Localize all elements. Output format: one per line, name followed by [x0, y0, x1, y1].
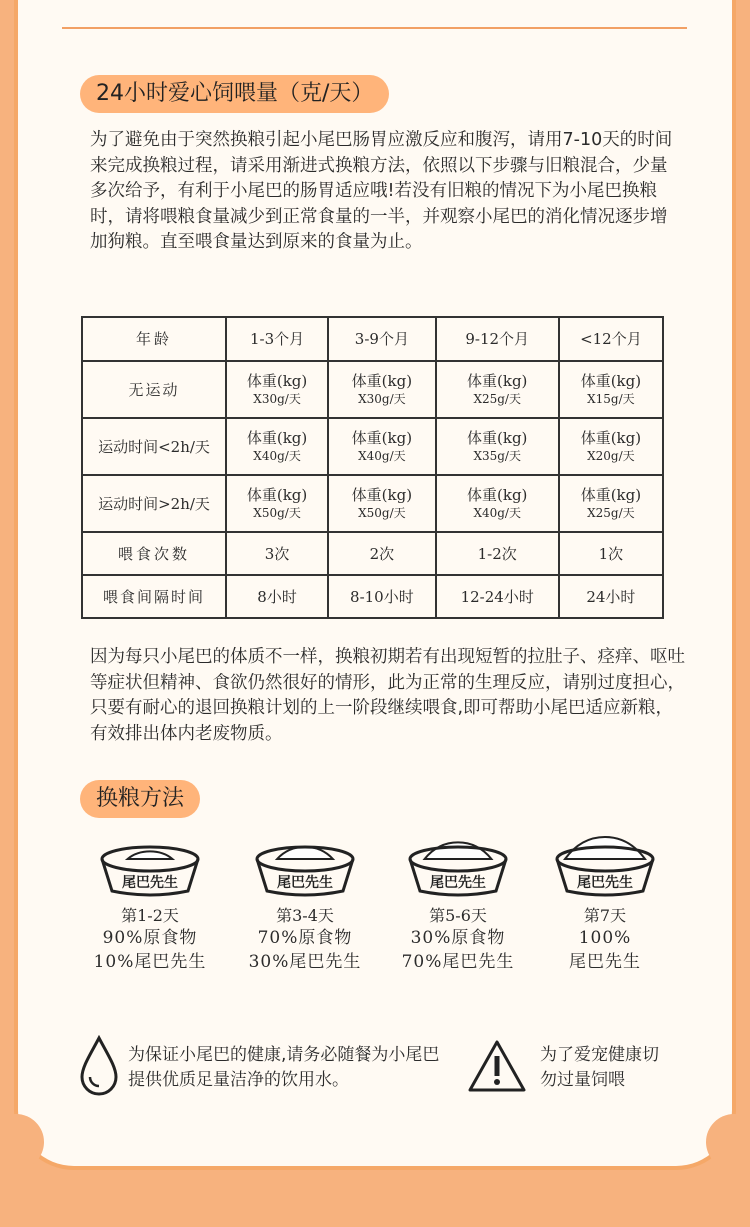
row-label: 喂食次数: [82, 532, 226, 575]
table-cell: 8小时: [226, 575, 328, 618]
stage-line2: 70%尾巴先生: [401, 952, 515, 972]
table-cell: 体重(kg) X50g/天: [226, 475, 328, 532]
stage-line2: 尾巴先生: [569, 952, 641, 972]
table-row: [82, 532, 663, 575]
table-cell: 体重(kg) X40g/天: [436, 475, 559, 532]
table-cell: 体重(kg) X30g/天: [226, 361, 328, 418]
table-cell: 8-10小时: [328, 575, 436, 618]
stage-line1: 90%原食物: [102, 928, 198, 948]
stage-item: [80, 835, 220, 974]
table-row: [82, 575, 663, 618]
bowl-logo: 尾巴先生: [430, 875, 486, 891]
food-bowl-icon: [249, 835, 361, 897]
stage-days: 第5-6天: [429, 906, 487, 925]
water-tip: 为保证小尾巴的健康,请务必随餐为小尾巴提供优质足量洁净的饮用水。: [128, 1045, 440, 1090]
water-drop-icon: [78, 1035, 120, 1097]
table-header-cell: <12个月: [559, 317, 663, 361]
table-cell: 体重(kg) X15g/天: [559, 361, 663, 418]
row-label: 运动时间<2h/天: [82, 418, 226, 475]
table-header-cell: 1-3个月: [226, 317, 328, 361]
bowl-logo: 尾巴先生: [577, 875, 633, 891]
stage-days: 第1-2天: [121, 906, 179, 925]
table-cell: 2次: [328, 532, 436, 575]
stage-item: [235, 835, 375, 974]
food-bowl-icon: [94, 835, 206, 897]
stage-line2: 10%尾巴先生: [93, 952, 207, 972]
bowl-logo: 尾巴先生: [122, 875, 178, 891]
stage-line1: 100%: [578, 928, 632, 948]
warning-tip: 为了爱宠健康切勿过量饲喂: [540, 1045, 659, 1090]
table-row: [82, 361, 663, 418]
table-cell: 体重(kg) X40g/天: [328, 418, 436, 475]
food-bowl-icon: [402, 835, 514, 897]
table-cell: 体重(kg) X35g/天: [436, 418, 559, 475]
table-header-cell: 3-9个月: [328, 317, 436, 361]
table-cell: 3次: [226, 532, 328, 575]
food-switch-title: 换粮方法: [80, 780, 200, 818]
table-header-row: [82, 317, 663, 361]
note-paragraph: 因为每只小尾巴的体质不一样，换粮初期若有出现短暂的拉肚子、痉痒、呕吐等症状但精神、食欲仍然很好的情形，此为正常的生理反应，请别过度担心，只要有耐心的退回换粮计划的上一阶段继续喂食,即可帮助小尾巴适应新粮，有效排出体内老废物质。: [90, 647, 685, 744]
stage-line1: 70%原食物: [257, 928, 353, 948]
table-cell: 体重(kg) X30g/天: [328, 361, 436, 418]
table-header-cell: 9-12个月: [436, 317, 559, 361]
warning-icon: [466, 1038, 528, 1094]
feeding-table: [81, 316, 664, 619]
table-cell: 体重(kg) X25g/天: [559, 475, 663, 532]
table-cell: 体重(kg) X25g/天: [436, 361, 559, 418]
row-label: 无运动: [82, 361, 226, 418]
feeding-amount-title: 24小时爱心饲喂量（克/天）: [80, 75, 389, 113]
stage-days: 第7天: [583, 906, 627, 925]
food-switch-stages: [80, 835, 680, 995]
table-cell: 体重(kg) X40g/天: [226, 418, 328, 475]
table-row: [82, 418, 663, 475]
row-label: 运动时间>2h/天: [82, 475, 226, 532]
food-bowl-icon: [549, 835, 661, 897]
table-cell: 24小时: [559, 575, 663, 618]
stage-line2: 30%尾巴先生: [248, 952, 362, 972]
bowl-logo: 尾巴先生: [277, 875, 333, 891]
top-divider: [62, 27, 687, 29]
table-cell: 体重(kg) X50g/天: [328, 475, 436, 532]
stage-item: [535, 835, 675, 974]
table-cell: 体重(kg) X20g/天: [559, 418, 663, 475]
table-cell: 1-2次: [436, 532, 559, 575]
table-cell: 1次: [559, 532, 663, 575]
table-cell: 12-24小时: [436, 575, 559, 618]
stage-line1: 30%原食物: [410, 928, 506, 948]
intro-paragraph: 为了避免由于突然换粮引起小尾巴肠胃应激反应和腹泻，请用7-10天的时间来完成换粮过程，请采用渐进式换粮方法，依照以下步骤与旧粮混合，少量多次给予，有利于小尾巴的肠胃适应哦!若没有旧粮的情况下为小尾巴换粮时，请将喂粮食量减少到正常食量的一半，并观察小尾巴的消化情况逐步增加狗粮。直至喂食量达到原来的食量为止。: [90, 130, 673, 252]
table-row: [82, 475, 663, 532]
bowl-food: [425, 842, 492, 859]
bowl-food: [128, 851, 173, 859]
stage-days: 第3-4天: [276, 906, 334, 925]
stage-item: [388, 835, 528, 974]
table-header-cell: 年龄: [82, 317, 226, 361]
row-label: 喂食间隔时间: [82, 575, 226, 618]
